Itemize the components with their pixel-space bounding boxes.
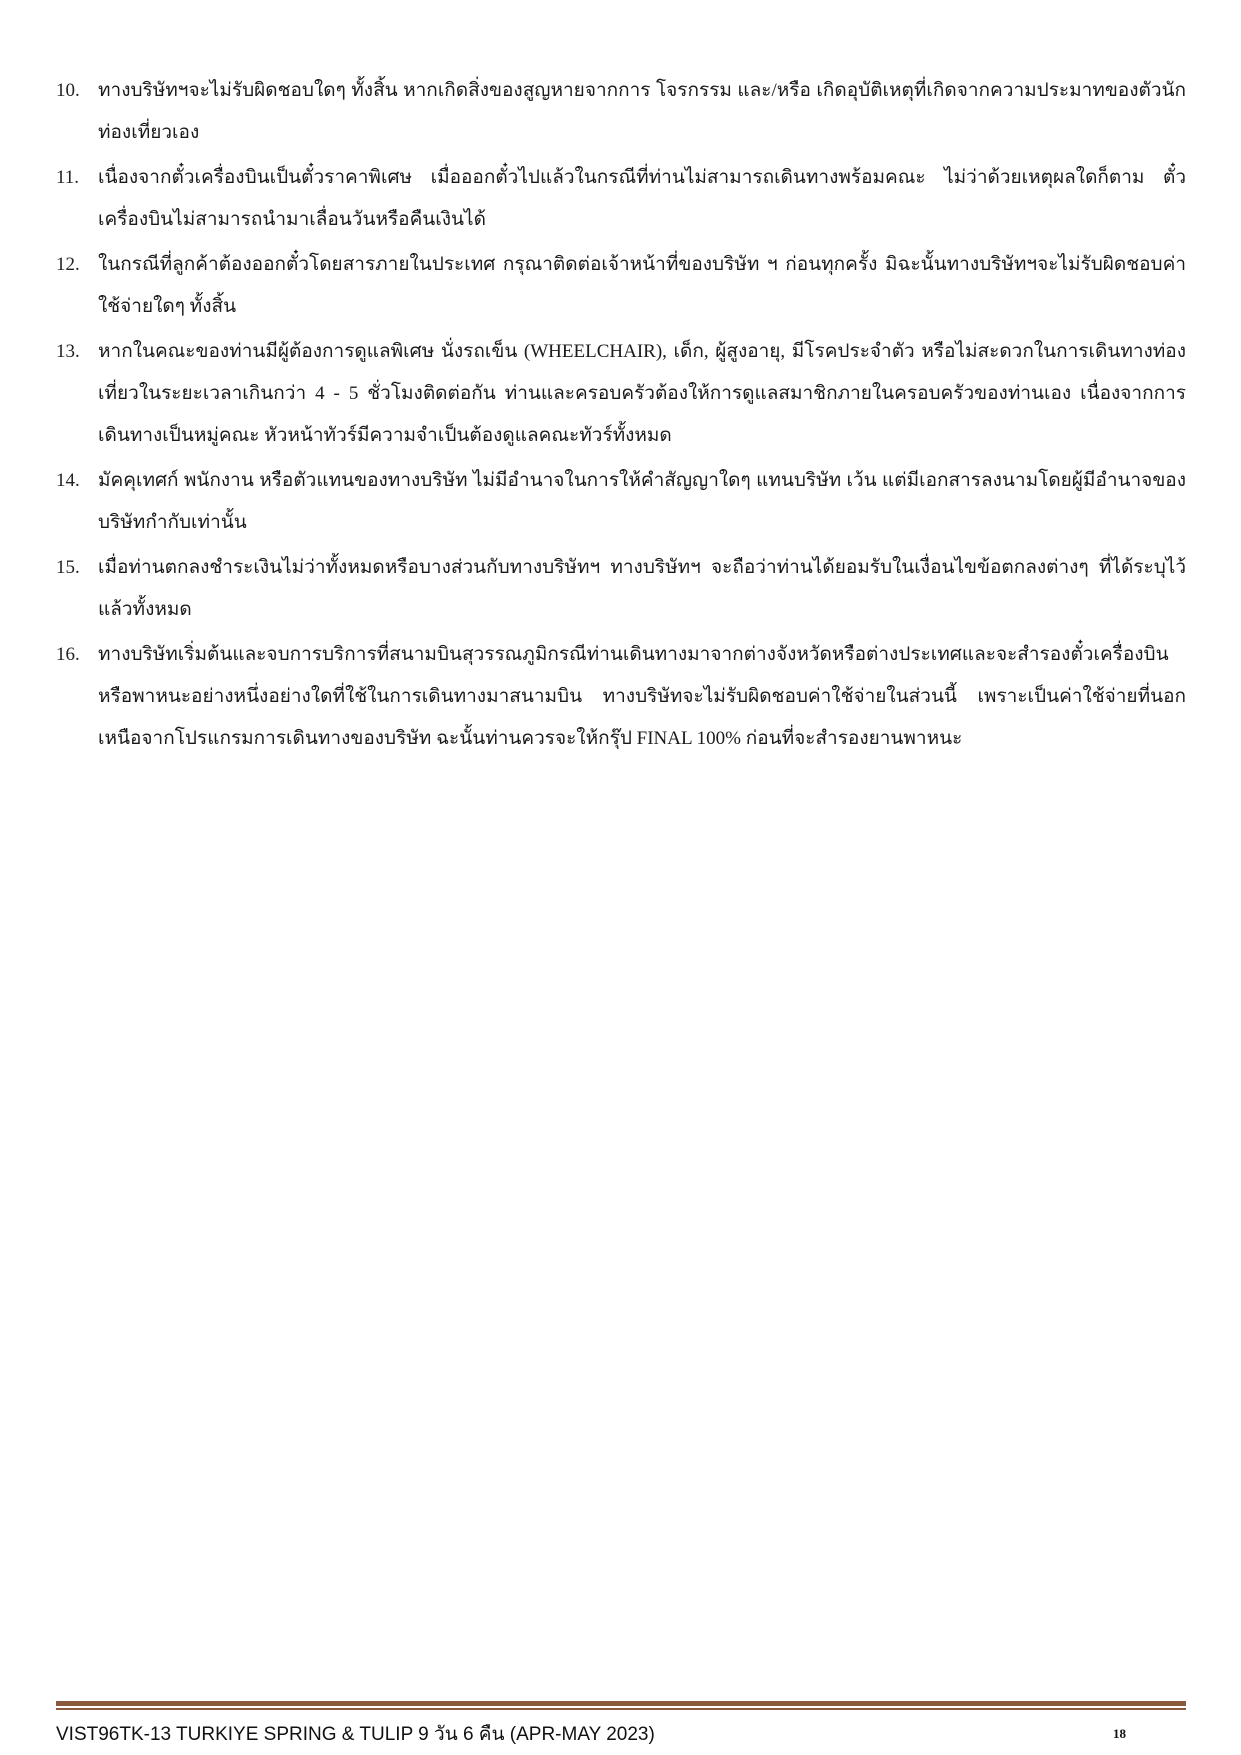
- footer-divider-thin: [56, 1708, 1186, 1710]
- page-number: 18: [1113, 1726, 1126, 1741]
- clause-text: ทางบริษัทฯจะไม่รับผิดชอบใดๆ ทั้งสิ้น หากเกิดสิ่งของสูญหายจากการ โจรกรรม และ/หรือ เกิดอุบัติเหตุที่เกิดจากความประมาทของตัวนักท่องเที่ยวเอง: [98, 80, 1186, 143]
- clause-number: 15.: [56, 557, 80, 578]
- clause-text: ทางบริษัทเริ่มต้นและจบการบริการที่สนามบินสุวรรณภูมิกรณีท่านเดินทางมาจากต่างจังหวัดหรือต่างประเทศและจะสำรองตั๋วเครื่องบินหรือพาหนะอย่างหนึ่งอย่างใดที่ใช้ในการเดินทางมาสนามบิน ทางบริษัทจะไม่รับผิดชอบค่าใช้จ่ายในส่วนนี้ เพราะเป็นค่าใช้จ่ายที่นอกเหนือจากโปรแกรมการเดินทางของบริษัท ฉะนั้นท่านควรจะให้กรุ๊ป FINAL 100% ก่อนที่จะสำรองยานพาหนะ: [98, 644, 1186, 749]
- clause-11: [56, 157, 1186, 241]
- clause-text: เมื่อท่านตกลงชำระเงินไม่ว่าทั้งหมดหรือบางส่วนกับทางบริษัทฯ ทางบริษัทฯ จะถือว่าท่านได้ยอมรับในเงื่อนไขข้อตกลงต่างๆ ที่ได้ระบุไว้แล้วทั้งหมด: [98, 557, 1186, 620]
- clause-12: [56, 244, 1186, 328]
- tour-code-footer: VIST96TK-13 TURKIYE SPRING & TULIP 9 วัน 6 คืน (APR-MAY 2023): [56, 1724, 655, 1745]
- clause-text: หากในคณะของท่านมีผู้ต้องการดูแลพิเศษ นั่งรถเข็น (WHEELCHAIR), เด็ก, ผู้สูงอายุ, มีโรคประจำตัว หรือไม่สะดวกในการเดินทางท่องเที่ยวในระยะเวลาเกินกว่า 4 - 5 ชั่วโมงติดต่อกัน ท่านและครอบครัวต้องให้การดูแลสมาชิกภายในครอบครัวของท่านเอง เนื่องจากการเดินทางเป็นหมู่คณะ หัวหน้าทัวร์มีความจำเป็นต้องดูแลคณะทัวร์ทั้งหมด: [98, 341, 1186, 446]
- clause-15: [56, 547, 1186, 631]
- clause-text: เนื่องจากตั๋วเครื่องบินเป็นตั๋วราคาพิเศษ เมื่อออกตั๋วไปแล้วในกรณีที่ท่านไม่สามารถเดินทางพร้อมคณะ ไม่ว่าด้วยเหตุผลใดก็ตาม ตั๋วเครื่องบินไม่สามารถนำมาเลื่อนวันหรือคืนเงินได้: [98, 167, 1186, 230]
- clause-text: ในกรณีที่ลูกค้าต้องออกตั๋วโดยสารภายในประเทศ กรุณาติดต่อเจ้าหน้าที่ของบริษัท ฯ ก่อนทุกครั้ง มิฉะนั้นทางบริษัทฯจะไม่รับผิดชอบค่าใช้จ่ายใดๆ ทั้งสิ้น: [98, 254, 1186, 317]
- clause-number: 11.: [56, 167, 80, 188]
- footer-divider-thick: [56, 1701, 1186, 1706]
- clause-14: [56, 460, 1186, 544]
- clause-number: 13.: [56, 341, 80, 362]
- clause-text: มัคคุเทศก์ พนักงาน หรือตัวแทนของทางบริษัท ไม่มีอำนาจในการให้คำสัญญาใดๆ แทนบริษัท เว้น แต่มีเอกสารลงนามโดยผู้มีอำนาจของบริษัทกำกับเท่านั้น: [98, 470, 1186, 533]
- terms-list: [56, 70, 1186, 763]
- clause-number: 16.: [56, 644, 80, 665]
- clause-number: 12.: [56, 254, 80, 275]
- clause-number: 14.: [56, 470, 80, 491]
- clause-16: [56, 634, 1186, 760]
- clause-13: [56, 331, 1186, 457]
- clause-number: 10.: [56, 80, 80, 101]
- clause-10: [56, 70, 1186, 154]
- page-footer: [56, 1719, 1186, 1749]
